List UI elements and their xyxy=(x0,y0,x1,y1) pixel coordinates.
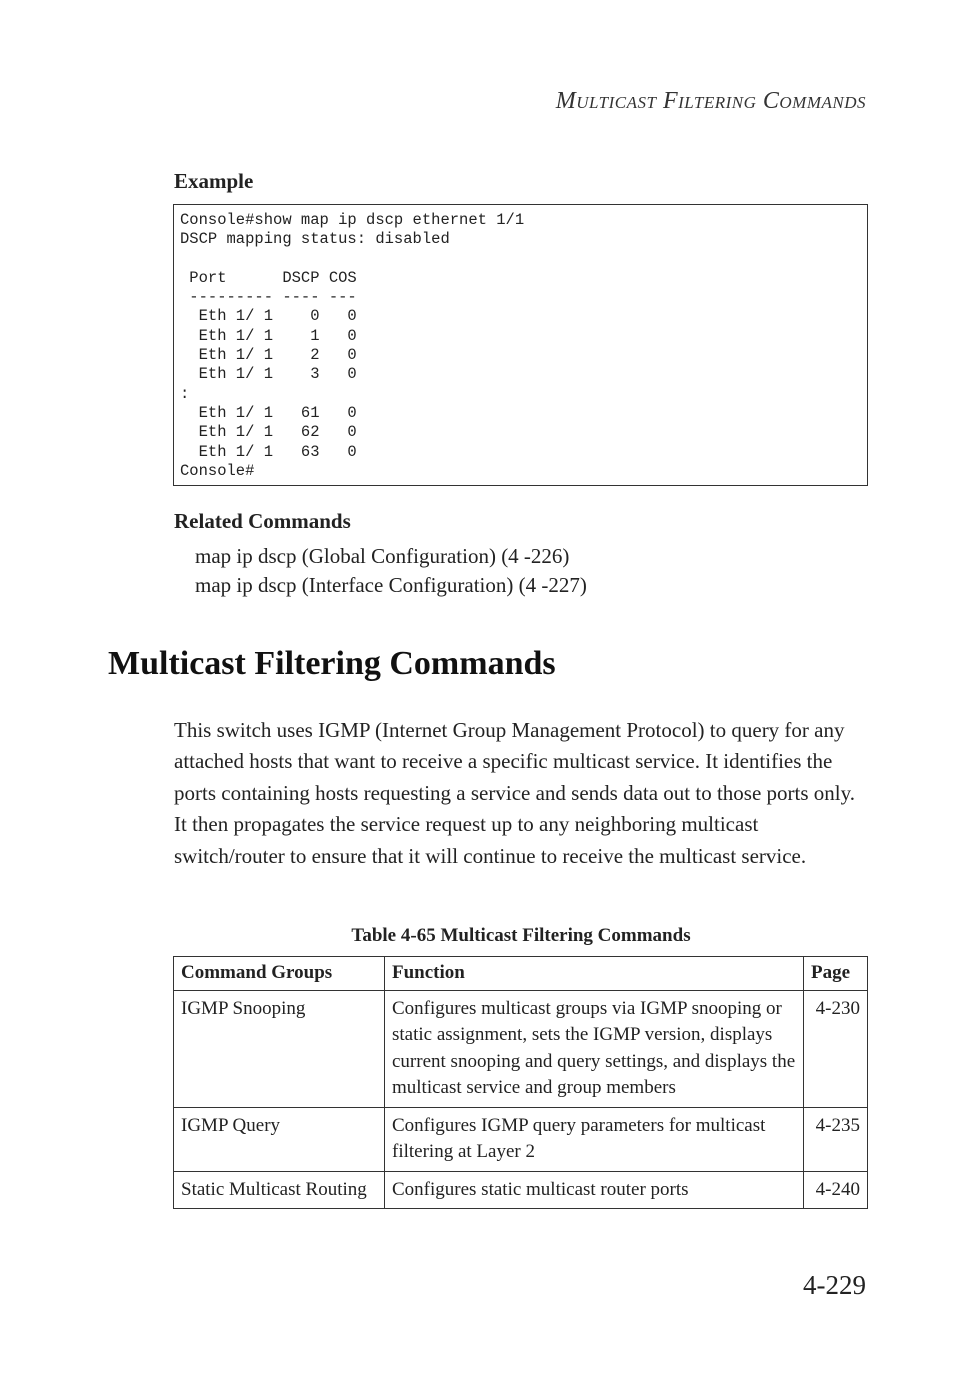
table-cell-group: IGMP Query xyxy=(174,1107,385,1171)
table-header-row xyxy=(174,957,868,991)
table-row xyxy=(174,1107,868,1171)
table-row xyxy=(174,1171,868,1209)
table-cell-page: 4-235 xyxy=(804,1107,868,1171)
related-commands-label: Related Commands xyxy=(174,509,351,533)
related-command-item: map ip dscp (Interface Configuration) (4 -227) xyxy=(195,573,587,597)
related-command-item: map ip dscp (Global Configuration) (4 -226) xyxy=(195,544,570,568)
code-example: Console#show map ip dscp ethernet 1/1 DSCP mapping status: disabled Port DSCP COS --------- ---- --- Eth 1/ 1 0 0 Eth 1/ 1 1 0 Eth 1/ 1 2 0 Eth 1/ 1 3 0 : Eth 1/ 1 61 0 Eth 1/ 1 62 0 Eth 1/ 1 63 0 Console# xyxy=(180,211,525,480)
running-header: Multicast Filtering Commands xyxy=(555,88,866,114)
section-title: Multicast Filtering Commands xyxy=(108,645,556,682)
table-cell-function: Configures static multicast router ports xyxy=(385,1171,804,1209)
commands-table xyxy=(173,956,868,1209)
table-cell-function: Configures IGMP query parameters for multicast filtering at Layer 2 xyxy=(385,1107,804,1171)
code-example-box xyxy=(173,204,868,486)
table-caption: Table 4-65 Multicast Filtering Commands xyxy=(351,925,691,946)
body-paragraph: This switch uses IGMP (Internet Group Management Protocol) to query for any attached hosts that want to receive a specific multicast service. It identifies the ports containing hosts requesting a service and sends data out to those ports only. It then propagates the service request up to any neighboring multicast switch/router to ensure that it will continue to receive the multicast service. xyxy=(174,718,856,868)
page-number: 4-229 xyxy=(803,1270,866,1300)
table-row xyxy=(174,990,868,1107)
table-cell-function: Configures multicast groups via IGMP snooping or static assignment, sets the IGMP version, displays current snooping and query settings, and displays the multicast service and group members xyxy=(385,990,804,1107)
column-header: Page xyxy=(804,957,868,991)
example-label: Example xyxy=(174,169,254,193)
table-cell-group: Static Multicast Routing xyxy=(174,1171,385,1209)
column-header: Function xyxy=(385,957,804,991)
table-cell-group: IGMP Snooping xyxy=(174,990,385,1107)
table-cell-page: 4-230 xyxy=(804,990,868,1107)
table-cell-page: 4-240 xyxy=(804,1171,868,1209)
column-header: Command Groups xyxy=(174,957,385,991)
